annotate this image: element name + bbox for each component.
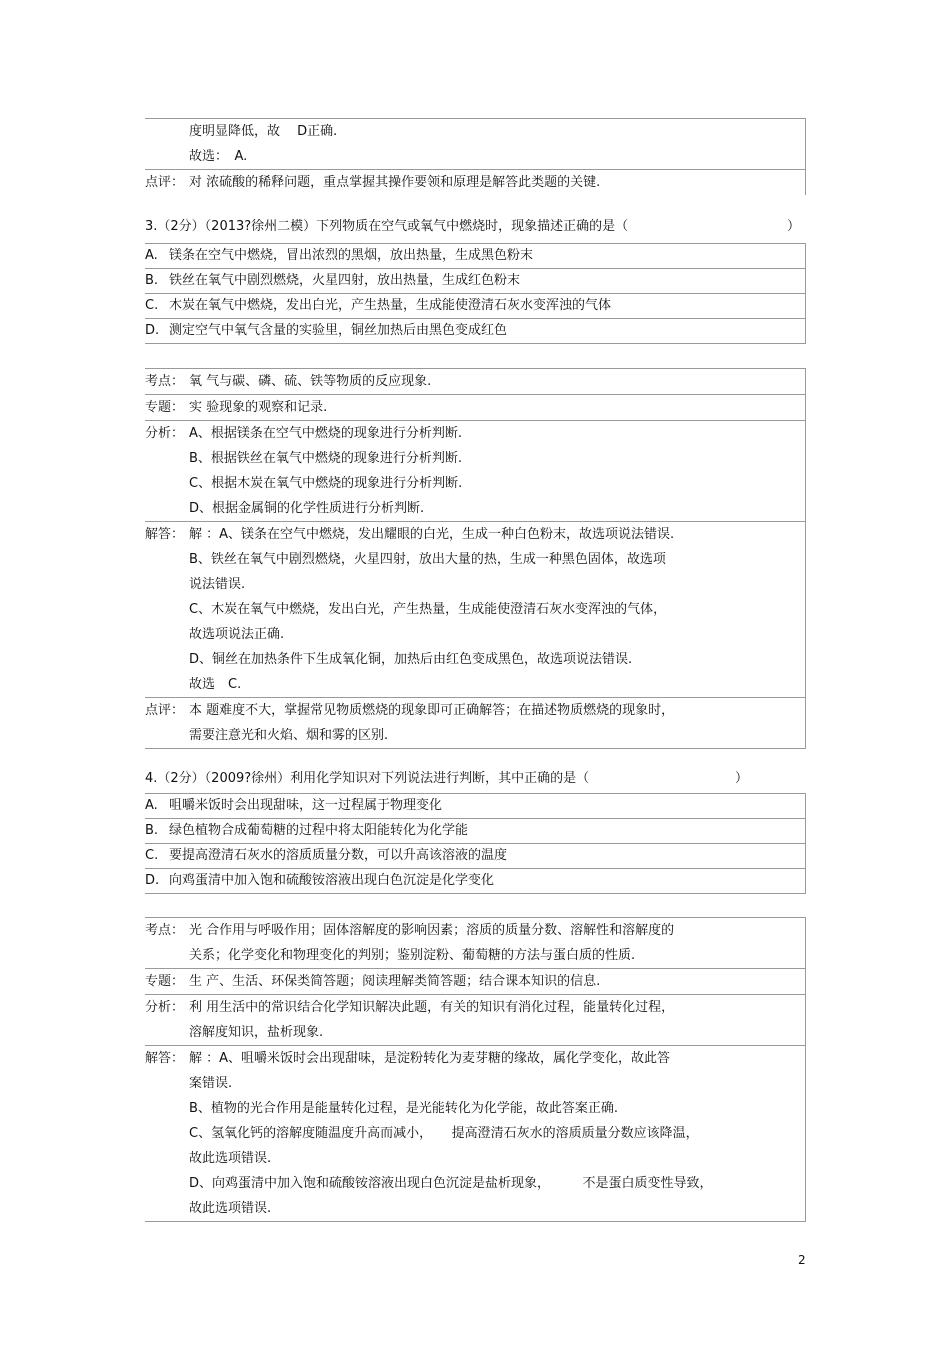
solution-tail-lines [189, 119, 806, 169]
row-line: D、根据金属铜的化学性质进行分析判断. [189, 501, 425, 516]
option-key: A. [145, 798, 158, 813]
option-text: 咀嚼米饭时会出现甜味，这一过程属于物理变化 [169, 798, 443, 813]
question-4-title [145, 768, 806, 790]
row-line: A、根据镁条在空气中燃烧的现象进行分析判断. [189, 426, 463, 441]
row-line: 生 产、生活、环保类简答题；阅读理解类简答题；结合课本知识的信息. [189, 974, 601, 989]
question-3-text: 3.（2分）（2013?徐州二模）下列物质在空气或氧气中燃烧时，现象描述正确的是（ [145, 219, 629, 234]
row-label: 专题： [145, 400, 185, 415]
row-line: 解 ：A、镁条在空气中燃烧，发出耀眼的白光，生成一种白色粉末，故选项说法错误. [189, 527, 675, 542]
question-3-options [145, 243, 806, 344]
option-b [145, 268, 806, 293]
row-body [189, 918, 806, 968]
question-3-close-paren: ） [786, 219, 800, 234]
option-text: 绿色植物合成葡萄糖的过程中将太阳能转化为化学能 [169, 823, 469, 838]
option-text: 测定空气中氧气含量的实验里，铜丝加热后由黑色变成红色 [169, 323, 508, 338]
row-label: 分析： [145, 1000, 185, 1015]
analysis-row [145, 420, 806, 521]
row-body [189, 369, 806, 394]
row-line: C、氢氧化钙的溶解度随温度升高而减小， 提高澄清石灰水的溶质质量分数应该降温， [189, 1126, 699, 1141]
row-line: D、铜丝在加热条件下生成氧化铜，加热后由红色变成黑色，故选项说法错误. [189, 652, 633, 667]
row-label: 解答： [145, 1051, 185, 1066]
row-line: B、铁丝在氧气中剧烈燃烧，火星四射，放出大量的热，生成一种黑色固体，故选项 [189, 552, 666, 567]
row-line: D、向鸡蛋清中加入饱和硫酸铵溶液出现白色沉淀是盐析现象， 不是蛋白质变性导致， [189, 1176, 713, 1191]
option-b [145, 818, 806, 843]
row-line: 实 验现象的观察和记录. [189, 400, 328, 415]
option-text: 要提高澄清石灰水的溶质质量分数，可以升高该溶液的温度 [169, 848, 508, 863]
row-body [189, 1046, 806, 1221]
row-label: 专题： [145, 974, 185, 989]
question-4-close-paren: ） [734, 771, 748, 786]
solution-line: 故选： A. [189, 149, 248, 164]
row-label: 考点： [145, 923, 185, 938]
solution-line: 度明显降低，故 D正确. [189, 124, 338, 139]
row-body [189, 969, 806, 994]
question-4-analysis [145, 917, 806, 1222]
option-a [145, 243, 806, 268]
row-line: 故此选项错误. [189, 1151, 272, 1166]
row-body [189, 421, 806, 521]
row-line: C、根据木炭在氧气中燃烧的现象进行分析判断. [189, 476, 463, 491]
question-3-analysis [145, 368, 806, 749]
option-key: C. [145, 848, 159, 863]
question-3-title [145, 216, 806, 238]
row-label: 考点： [145, 374, 185, 389]
topic-row [145, 968, 806, 994]
row-line: 光 合作用与呼吸作用；固体溶解度的影响因素；溶质的质量分数、溶解性和溶解度的 [189, 923, 675, 938]
option-d [145, 868, 806, 894]
row-body [189, 522, 806, 697]
option-c [145, 843, 806, 868]
option-a [145, 793, 806, 818]
comment-row [145, 169, 806, 195]
option-text: 铁丝在氧气中剧烈燃烧，火星四射，放出热量，生成红色粉末 [169, 273, 521, 288]
row-line: B、根据铁丝在氧气中燃烧的现象进行分析判断. [189, 451, 463, 466]
row-line: 说法错误. [189, 577, 246, 592]
option-text: 向鸡蛋清中加入饱和硫酸铵溶液出现白色沉淀是化学变化 [169, 873, 495, 888]
option-key: B. [145, 823, 159, 838]
comment-row [145, 697, 806, 749]
option-text: 镁条在空气中燃烧，冒出浓烈的黑烟，放出热量，生成黑色粉末 [169, 248, 534, 263]
option-key: B. [145, 273, 159, 288]
row-line: 解 ：A、咀嚼米饭时会出现甜味，是淀粉转化为麦芽糖的缘故，属化学变化，故此答 [189, 1051, 671, 1066]
row-line: 溶解度知识，盐析现象. [189, 1025, 324, 1040]
analysis-row [145, 994, 806, 1045]
option-key: D. [145, 873, 160, 888]
row-line: 故选项说法正确. [189, 627, 285, 642]
row-line: 本 题难度不大，掌握常见物质燃烧的现象即可正确解答；在描述物质燃烧的现象时， [189, 703, 675, 718]
row-line: 需要注意光和火焰、烟和雾的区别. [189, 728, 389, 743]
key-point-row [145, 917, 806, 968]
topic-row [145, 394, 806, 420]
row-line: 故此选项错误. [189, 1201, 272, 1216]
row-body [189, 995, 806, 1045]
page-number: 2 [798, 1253, 806, 1267]
row-label: 点评： [145, 703, 185, 718]
row-line: C、木炭在氧气中燃烧，发出白光，产生热量，生成能使澄清石灰水变浑浊的气体， [189, 602, 667, 617]
row-line: 氧 气与碳、磷、硫、铁等物质的反应现象. [189, 374, 432, 389]
row-label: 分析： [145, 426, 185, 441]
row-body [189, 395, 806, 420]
option-d [145, 318, 806, 344]
top-solution-block [145, 118, 806, 195]
option-c [145, 293, 806, 318]
row-body [189, 698, 806, 748]
option-text: 木炭在氧气中燃烧，发出白光，产生热量，生成能使澄清石灰水变浑浊的气体 [169, 298, 612, 313]
option-key: A. [145, 248, 158, 263]
comment-text: 对 浓硫酸的稀释问题，重点掌握其操作要领和原理是解答此类题的关键. [189, 175, 601, 190]
row-label: 解答： [145, 527, 185, 542]
row-line: 故选 C. [189, 677, 242, 692]
comment-label: 点评： [145, 175, 185, 190]
solution-tail [145, 118, 806, 169]
answer-row [145, 521, 806, 697]
row-line: 关系；化学变化和物理变化的判别；鉴别淀粉、葡萄糖的方法与蛋白质的性质. [189, 948, 636, 963]
option-key: C. [145, 298, 159, 313]
question-4-text: 4.（2分）（2009?徐州）利用化学知识对下列说法进行判断，其中正确的是（ [145, 771, 590, 786]
row-line: 利 用生活中的常识结合化学知识解决此题，有关的知识有消化过程，能量转化过程， [189, 1000, 675, 1015]
option-key: D. [145, 323, 160, 338]
row-line: 案错误. [189, 1076, 233, 1091]
answer-row [145, 1045, 806, 1222]
key-point-row [145, 368, 806, 394]
question-4-options [145, 793, 806, 894]
row-line: B、植物的光合作用是能量转化过程，是光能转化为化学能，故此答案正确. [189, 1101, 619, 1116]
